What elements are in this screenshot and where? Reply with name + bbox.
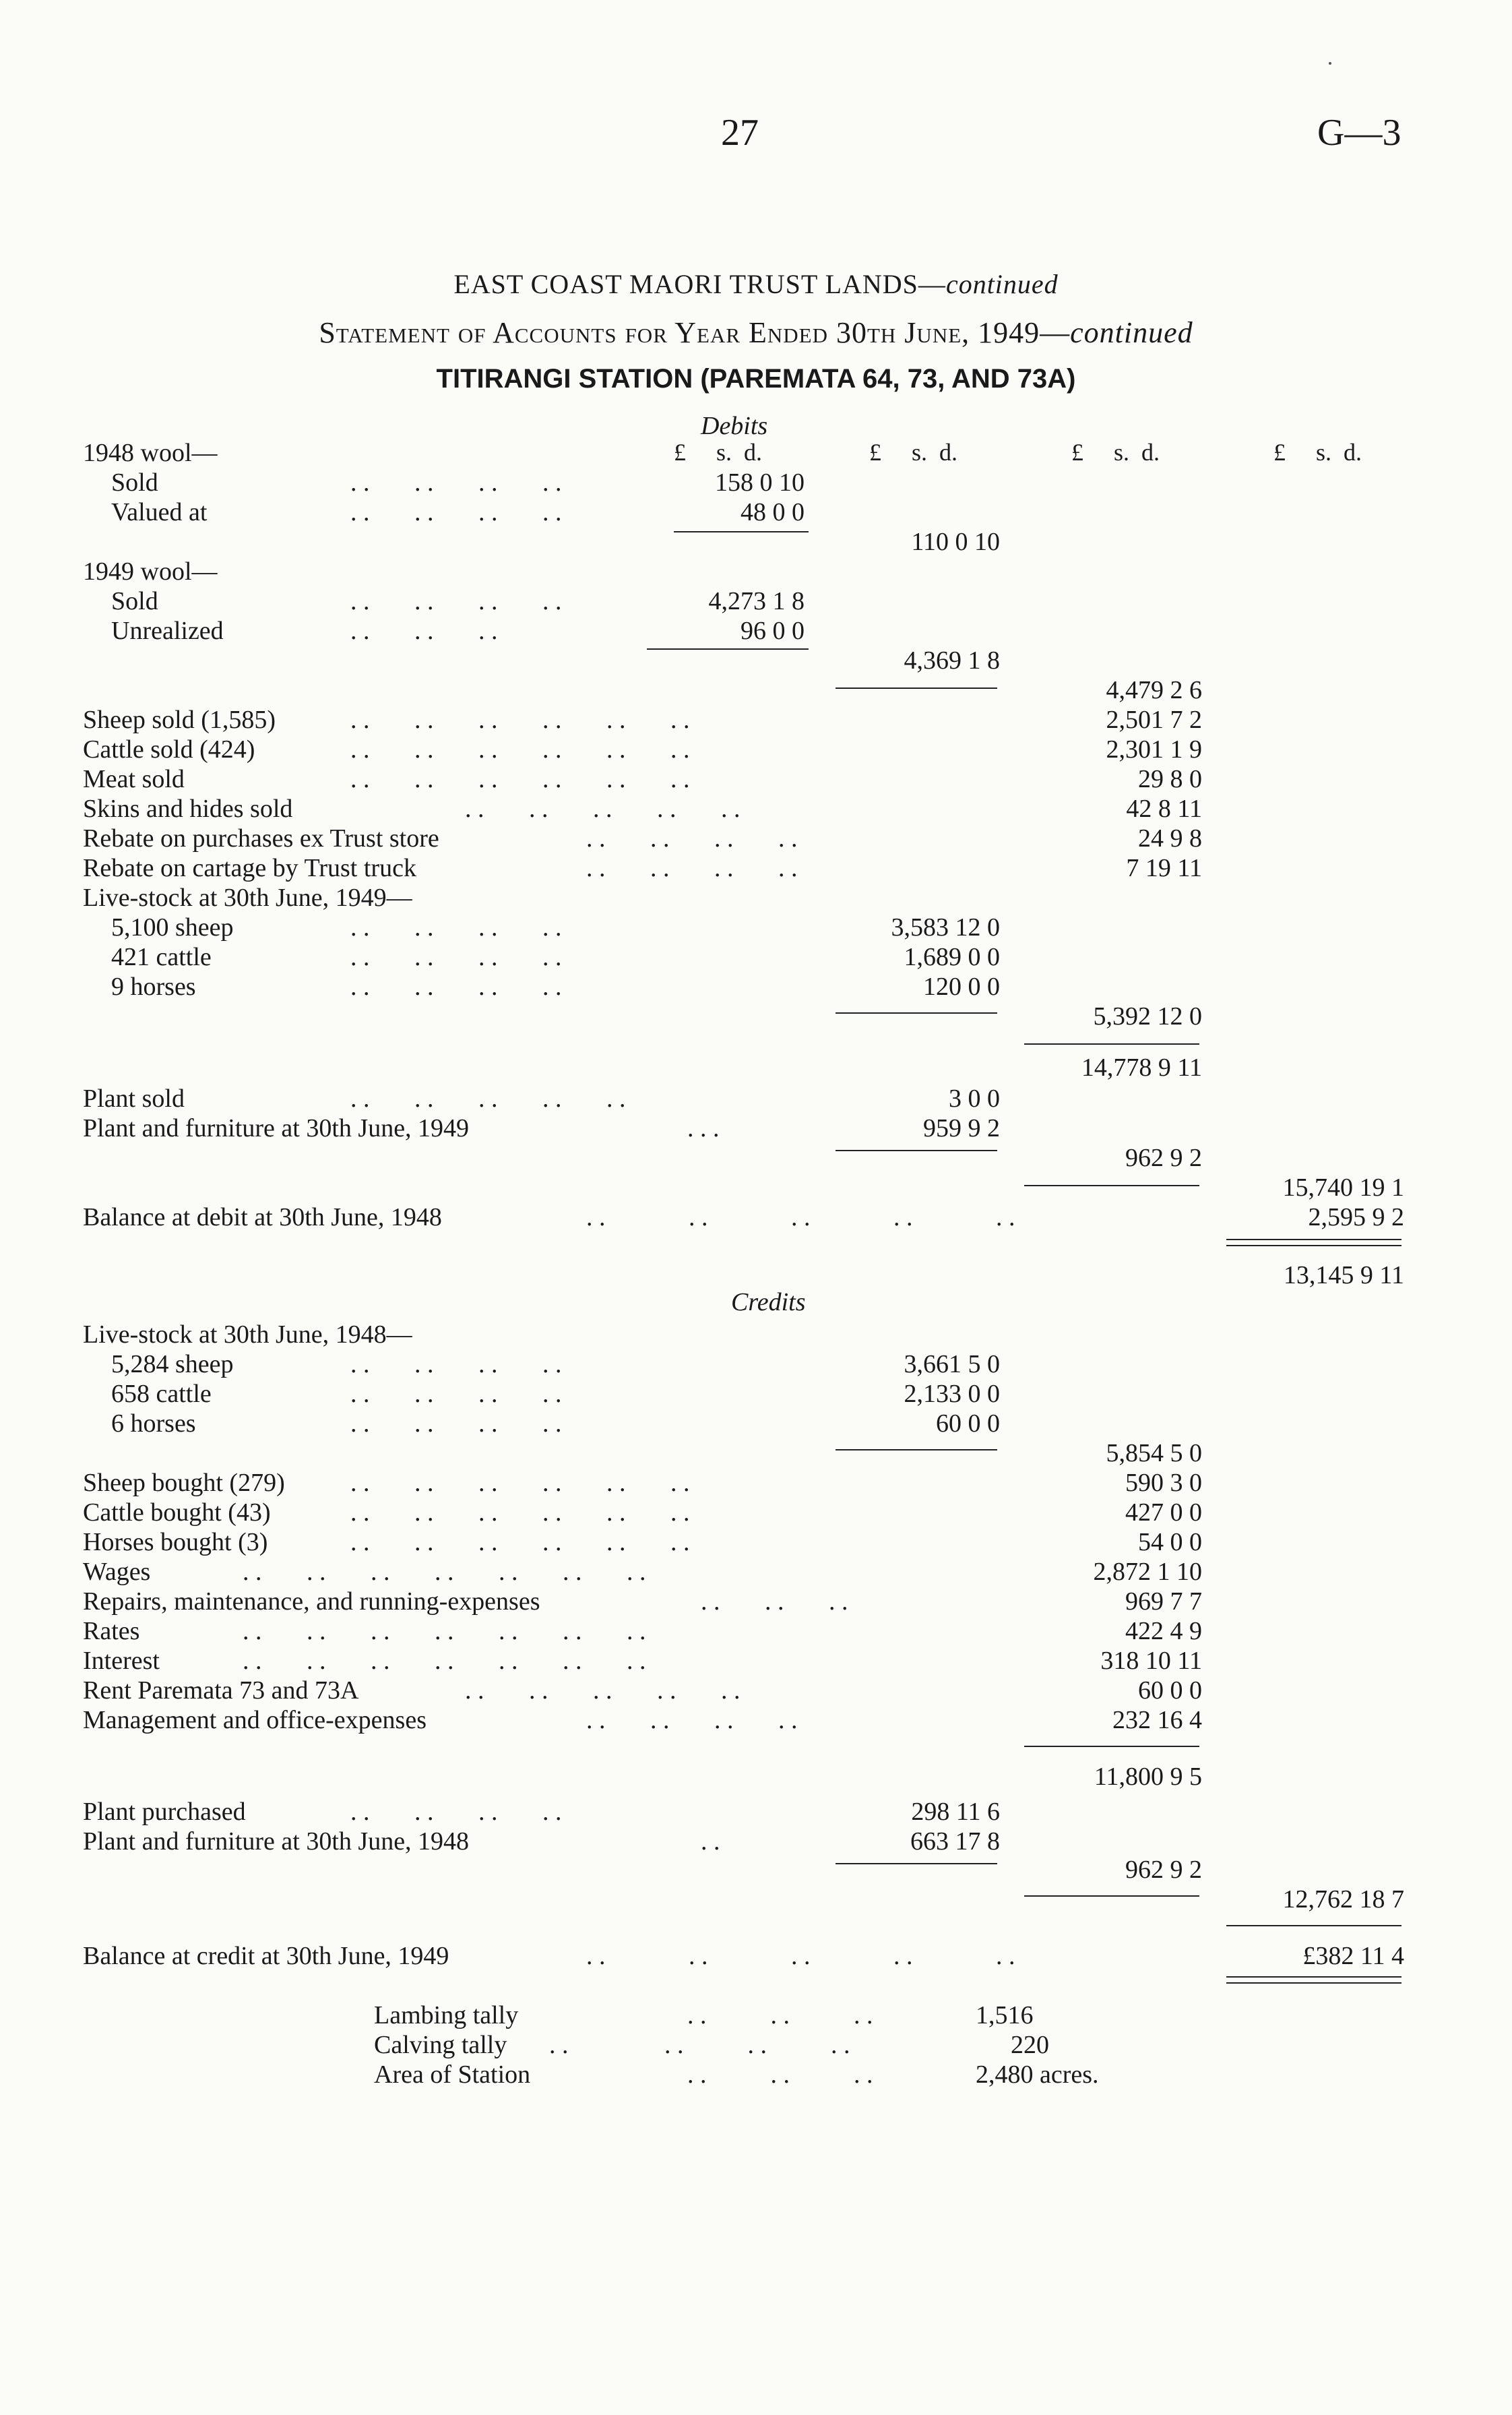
- plant-total-credit: 962 9 2: [1125, 1856, 1202, 1884]
- rebate-cartage-amount: 7 19 11: [1126, 854, 1202, 882]
- interest-amount: 318 10 11: [1100, 1647, 1202, 1675]
- sheep-1949-amount: 3,583 12 0: [891, 913, 1000, 942]
- rebate-cartage-label: Rebate on cartage by Trust truck: [83, 854, 416, 882]
- leader-dots: . . . . . .: [701, 1587, 848, 1616]
- plant-furniture-1949-label: Plant and furniture at 30th June, 1949: [83, 1114, 470, 1142]
- title-line1: EAST COAST MAORI TRUST LANDS—continued: [453, 269, 1059, 299]
- cattle-sold-amount: 2,301 1 9: [1106, 735, 1202, 764]
- leader-dots: . .: [701, 1827, 720, 1856]
- meat-sold-label: Meat sold: [83, 765, 185, 793]
- leader-dots: . . . . . . . . . . . .: [350, 706, 690, 734]
- leader-dots: . . . . . . . . . . . . . .: [243, 1617, 646, 1645]
- leader-dots: . . . . . . . .: [350, 1798, 562, 1826]
- leader-dots: . . . . . . . . . .: [586, 1942, 1015, 1970]
- rule: [1024, 1895, 1199, 1897]
- unrealized-amount: 96 0 0: [741, 617, 805, 645]
- management-amount: 232 16 4: [1112, 1706, 1202, 1734]
- livestock-1948-total: 5,854 5 0: [1106, 1439, 1202, 1467]
- unrealized-label: Unrealized: [111, 617, 224, 645]
- rule: [836, 1012, 997, 1014]
- sheep-bought-label: Sheep bought (279): [83, 1469, 285, 1497]
- valued-at-label: Valued at: [111, 498, 208, 526]
- skins-label: Skins and hides sold: [83, 795, 293, 823]
- leader-dots: . . . . . . . .: [350, 1409, 562, 1438]
- area-value: 2,480 acres.: [976, 2060, 1099, 2089]
- rates-amount: 422 4 9: [1125, 1617, 1202, 1645]
- rebate-store-label: Rebate on purchases ex Trust store: [83, 824, 439, 853]
- leader-dots: . . . . . . . .: [350, 1350, 562, 1378]
- credit-grand-total: 12,762 18 7: [1282, 1885, 1404, 1914]
- leader-dots: . . . . . . . . . . . .: [350, 1469, 690, 1497]
- balance-debit-label: Balance at debit at 30th June, 1948: [83, 1203, 442, 1231]
- rule: [1024, 1185, 1199, 1186]
- lambing-tally-label: Lambing tally: [374, 2001, 519, 2029]
- credits-heading: Credits: [731, 1288, 806, 1316]
- wages-label: Wages: [83, 1558, 151, 1586]
- plant-sold-label: Plant sold: [83, 1084, 185, 1113]
- debit-subtotal: 14,778 9 11: [1081, 1053, 1202, 1082]
- skins-amount: 42 8 11: [1126, 795, 1202, 823]
- leader-dots: . . . . . . . .: [350, 973, 562, 1001]
- title-line3: TITIRANGI STATION (PAREMATA 64, 73, AND 73A): [436, 364, 1076, 394]
- plant-purchased-label: Plant purchased: [83, 1798, 246, 1826]
- leader-dots: . . . . . . . .: [586, 1706, 798, 1734]
- col3-header: £ s. d.: [1071, 439, 1160, 466]
- balance-debit-amount: 2,595 9 2: [1308, 1203, 1404, 1231]
- balance-credit-amount: £382 11 4: [1302, 1942, 1404, 1970]
- leader-dots: . . . . . . . . . . . .: [350, 1498, 690, 1527]
- rule: [1024, 1746, 1199, 1747]
- interest-label: Interest: [83, 1647, 160, 1675]
- wool-total: 4,479 2 6: [1106, 676, 1202, 704]
- leader-dots: . . .: [687, 1114, 720, 1142]
- leader-dots: . . . . . . . . . .: [586, 1203, 1015, 1231]
- leader-dots: . . . . . .: [687, 2001, 873, 2029]
- leader-dots: . . . . . . . . . . . .: [350, 765, 690, 793]
- livestock-1949-label: Live-stock at 30th June, 1949—: [83, 884, 412, 912]
- wages-amount: 2,872 1 10: [1093, 1558, 1202, 1586]
- rates-label: Rates: [83, 1617, 140, 1645]
- leader-dots: . . . . . . . .: [350, 498, 562, 526]
- sheep-1949-label: 5,100 sheep: [111, 913, 234, 942]
- title-line2: Statement of Accounts for Year Ended 30th June, 1949—continued: [319, 316, 1193, 349]
- cattle-1949-label: 421 cattle: [111, 943, 212, 971]
- leader-dots: . . . . . . . .: [586, 854, 798, 882]
- net-debit: 13,145 9 11: [1283, 1261, 1404, 1289]
- repairs-amount: 969 7 7: [1125, 1587, 1202, 1616]
- leader-dots: . . . . . . . . . .: [465, 1676, 741, 1705]
- leader-dots: . . . . . . . .: [586, 824, 798, 853]
- leader-dots: . . . . . . . . . . . .: [350, 735, 690, 764]
- debit-grand-total: 15,740 19 1: [1282, 1173, 1404, 1202]
- rent-label: Rent Paremata 73 and 73A: [83, 1676, 359, 1705]
- cattle-bought-amount: 427 0 0: [1125, 1498, 1202, 1527]
- leader-dots: . . . . . .: [687, 2060, 873, 2089]
- wool-1949-label: 1949 wool—: [83, 557, 218, 586]
- plant-purchased-amount: 298 11 6: [911, 1798, 1000, 1826]
- series-code: G—3: [1317, 112, 1401, 154]
- rent-amount: 60 0 0: [1138, 1676, 1202, 1705]
- debits-heading: Debits: [701, 412, 768, 440]
- speck: [1329, 62, 1331, 65]
- meat-sold-amount: 29 8 0: [1138, 765, 1202, 793]
- rebate-store-amount: 24 9 8: [1138, 824, 1202, 853]
- sheep-1948-amount: 3,661 5 0: [904, 1350, 1000, 1378]
- horses-1948-amount: 60 0 0: [936, 1409, 1000, 1438]
- leader-dots: . . . . . . . .: [549, 2031, 850, 2059]
- plant-furniture-1949-amount: 959 9 2: [923, 1114, 1000, 1142]
- leader-dots: . . . . . . . . . . . . . .: [243, 1647, 646, 1675]
- valued-at-amount: 48 0 0: [741, 498, 805, 526]
- plant-furniture-1948-amount: 663 17 8: [910, 1827, 1000, 1856]
- calving-tally-label: Calving tally: [374, 2031, 507, 2059]
- sheep-sold-amount: 2,501 7 2: [1106, 706, 1202, 734]
- leader-dots: . . . . . . . . . . . .: [350, 1528, 690, 1556]
- balance-credit-label: Balance at credit at 30th June, 1949: [83, 1942, 449, 1970]
- rule: [836, 1150, 997, 1151]
- livestock-1948-label: Live-stock at 30th June, 1948—: [83, 1320, 412, 1349]
- leader-dots: . . . . . .: [350, 617, 498, 645]
- page-number: 27: [721, 112, 759, 154]
- leader-dots: . . . . . . . . . .: [465, 795, 741, 823]
- cattle-1948-label: 658 cattle: [111, 1380, 212, 1408]
- horses-1949-label: 9 horses: [111, 973, 196, 1001]
- rule: [836, 1863, 997, 1864]
- calving-tally-value: 220: [1011, 2031, 1049, 2059]
- rule: [1226, 1925, 1401, 1926]
- sheep-1948-label: 5,284 sheep: [111, 1350, 234, 1378]
- leader-dots: . . . . . . . .: [350, 1380, 562, 1408]
- horses-bought-amount: 54 0 0: [1138, 1528, 1202, 1556]
- rule: [1024, 1043, 1199, 1045]
- cattle-bought-label: Cattle bought (43): [83, 1498, 271, 1527]
- cattle-sold-label: Cattle sold (424): [83, 735, 255, 764]
- plant-total-debit: 962 9 2: [1125, 1144, 1202, 1172]
- plant-sold-amount: 3 0 0: [949, 1084, 1000, 1113]
- management-label: Management and office-expenses: [83, 1706, 427, 1734]
- wool-1949-total: 4,369 1 8: [904, 646, 1000, 675]
- leader-dots: . . . . . . . .: [350, 913, 562, 942]
- rule: [836, 1449, 997, 1450]
- livestock-1949-total: 5,392 12 0: [1093, 1002, 1202, 1031]
- wool-1949-sold-label: Sold: [111, 587, 158, 615]
- sheep-sold-label: Sheep sold (1,585): [83, 706, 276, 734]
- double-rule: [1226, 1976, 1401, 1984]
- wool-1948-total: 110 0 10: [911, 528, 1000, 556]
- cattle-1948-amount: 2,133 0 0: [904, 1380, 1000, 1408]
- wool-1949-sold-amount: 4,273 1 8: [708, 587, 805, 615]
- cattle-1949-amount: 1,689 0 0: [904, 943, 1000, 971]
- leader-dots: . . . . . . . . . .: [350, 1084, 626, 1113]
- sheep-bought-amount: 590 3 0: [1125, 1469, 1202, 1497]
- leader-dots: . . . . . . . .: [350, 587, 562, 615]
- horses-1949-amount: 120 0 0: [923, 973, 1000, 1001]
- horses-bought-label: Horses bought (3): [83, 1528, 268, 1556]
- col2-header: £ s. d.: [869, 439, 958, 466]
- leader-dots: . . . . . . . .: [350, 943, 562, 971]
- repairs-label: Repairs, maintenance, and running-expenses: [83, 1587, 540, 1616]
- leader-dots: . . . . . . . .: [350, 468, 562, 497]
- wool-1948-sold-amount: 158 0 10: [715, 468, 805, 497]
- plant-furniture-1948-label: Plant and furniture at 30th June, 1948: [83, 1827, 470, 1856]
- col1-header: £ s. d.: [674, 439, 763, 466]
- horses-1948-label: 6 horses: [111, 1409, 196, 1438]
- rule: [674, 531, 809, 532]
- credit-subtotal: 11,800 9 5: [1094, 1763, 1202, 1791]
- rule: [647, 648, 809, 650]
- lambing-tally-value: 1,516: [976, 2001, 1034, 2029]
- wool-1948-sold-label: Sold: [111, 468, 158, 497]
- col4-header: £ s. d.: [1273, 439, 1362, 466]
- leader-dots: . . . . . . . . . . . . . .: [243, 1558, 646, 1586]
- area-label: Area of Station: [374, 2060, 531, 2089]
- wool-1948-label: 1948 wool—: [83, 439, 218, 467]
- double-rule: [1226, 1239, 1401, 1246]
- rule: [836, 687, 997, 689]
